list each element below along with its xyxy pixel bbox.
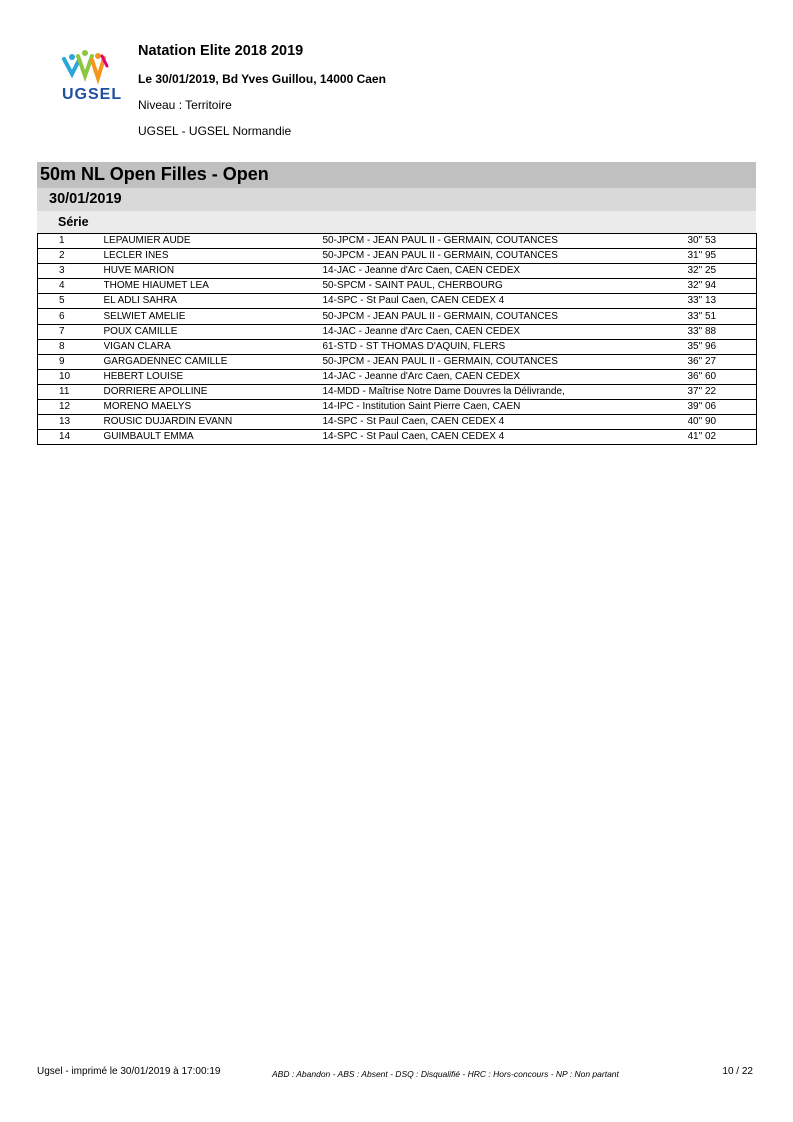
result-row [38, 415, 757, 430]
result-name: HEBERT LOUISE [104, 369, 323, 384]
result-name: THOME HIAUMET LEA [104, 279, 323, 294]
serie-label: Série [58, 215, 89, 229]
result-club: 14-JAC - Jeanne d'Arc Caen, CAEN CEDEX [323, 324, 688, 339]
ugsel-logo [58, 50, 130, 108]
result-rank: 8 [38, 339, 104, 354]
result-time: 30" 53 [688, 234, 757, 249]
ugsel-logo-figures-icon [58, 50, 130, 90]
result-row [38, 249, 757, 264]
meet-date-place: Le 30/01/2019, Bd Yves Guillou, 14000 Caen [138, 72, 386, 86]
result-club: 50-JPCM - JEAN PAUL II - GERMAIN, COUTANCES [323, 309, 688, 324]
result-row [38, 354, 757, 369]
result-rank: 6 [38, 309, 104, 324]
result-club: 14-MDD - Maîtrise Notre Dame Douvres la Délivrande, [323, 384, 688, 399]
event-date: 30/01/2019 [49, 191, 122, 207]
result-time: 32" 25 [688, 264, 757, 279]
result-name: GARGADENNEC CAMILLE [104, 354, 323, 369]
result-name: MORENO MAELYS [104, 400, 323, 415]
result-club: 14-JAC - Jeanne d'Arc Caen, CAEN CEDEX [323, 369, 688, 384]
meet-organization: UGSEL - UGSEL Normandie [138, 124, 292, 138]
result-name: VIGAN CLARA [104, 339, 323, 354]
result-row [38, 294, 757, 309]
result-name: POUX CAMILLE [104, 324, 323, 339]
logo-text: UGSEL [62, 86, 123, 103]
result-rank: 2 [38, 249, 104, 264]
result-rank: 12 [38, 400, 104, 415]
result-row [38, 264, 757, 279]
result-time: 33" 51 [688, 309, 757, 324]
result-rank: 14 [59, 431, 71, 443]
result-club: 61-STD - ST THOMAS D'AQUIN, FLERS [323, 339, 688, 354]
result-name: LEPAUMIER AUDE [104, 234, 323, 249]
result-name: LECLER INES [104, 249, 323, 264]
result-rank: 1 [38, 234, 104, 249]
footer-printed: Ugsel - imprimé le 30/01/2019 à 17:00:19 [37, 1066, 221, 1077]
result-name: SELWIET AMELIE [104, 309, 323, 324]
event-title: 50m NL Open Filles - Open [40, 164, 269, 184]
result-row [38, 384, 757, 399]
result-rank: 5 [38, 294, 104, 309]
result-club: 50-JPCM - JEAN PAUL II - GERMAIN, COUTANCES [323, 249, 688, 264]
result-club: 14-SPC - St Paul Caen, CAEN CEDEX 4 [322, 431, 505, 443]
result-rank: 13 [38, 415, 104, 430]
result-time: 40" 90 [688, 415, 757, 430]
serie-bar [37, 211, 756, 233]
result-time: 32" 94 [688, 279, 757, 294]
result-row [38, 339, 757, 354]
meet-title: Natation Elite 2018 2019 [138, 43, 304, 59]
result-time: 31" 95 [688, 249, 757, 264]
event-date-bar [37, 188, 756, 211]
event-title-bar [37, 162, 756, 188]
result-row [38, 324, 757, 339]
result-time: 39" 06 [688, 400, 757, 415]
result-club: 14-JAC - Jeanne d'Arc Caen, CAEN CEDEX [323, 264, 688, 279]
result-time: 35" 96 [688, 339, 757, 354]
meet-level: Niveau : Territoire [138, 98, 232, 112]
result-time: 37" 22 [688, 384, 757, 399]
result-club: 50-JPCM - JEAN PAUL II - GERMAIN, COUTANCES [323, 234, 688, 249]
result-row [38, 430, 757, 445]
result-row [38, 309, 757, 324]
result-time: 36" 60 [688, 369, 757, 384]
footer-page-number: 10 / 22 [722, 1066, 753, 1077]
result-rank: 7 [38, 324, 104, 339]
result-rank: 4 [38, 279, 104, 294]
result-time: 41" 02 [687, 431, 717, 443]
result-name: GUIMBAULT EMMA [103, 431, 194, 443]
result-club: 14-SPC - St Paul Caen, CAEN CEDEX 4 [323, 294, 688, 309]
result-name: HUVE MARION [104, 264, 323, 279]
result-club: 50-JPCM - JEAN PAUL II - GERMAIN, COUTANCES [323, 354, 688, 369]
results-table [37, 233, 757, 445]
result-row [38, 369, 757, 384]
result-name: DORRIERE APOLLINE [104, 384, 323, 399]
result-time: 33" 13 [688, 294, 757, 309]
result-row [38, 400, 757, 415]
result-club: 14-IPC - Institution Saint Pierre Caen, CAEN [323, 400, 688, 415]
results-body [38, 234, 757, 445]
footer-legend: ABD : Abandon - ABS : Absent - DSQ : Disqualifié - HRC : Hors-concours - NP : Non partant [272, 1069, 619, 1079]
result-rank: 11 [38, 384, 104, 399]
result-rank: 9 [38, 354, 104, 369]
result-time: 36" 27 [688, 354, 757, 369]
result-row [38, 279, 757, 294]
result-time: 33" 88 [688, 324, 757, 339]
result-rank: 3 [38, 264, 104, 279]
result-club: 50-SPCM - SAINT PAUL, CHERBOURG [323, 279, 688, 294]
result-row [38, 234, 757, 249]
result-name: ROUSIC DUJARDIN EVANN [104, 415, 323, 430]
result-name: EL ADLI SAHRA [104, 294, 323, 309]
result-club: 14-SPC - St Paul Caen, CAEN CEDEX 4 [323, 415, 688, 430]
result-rank: 10 [38, 369, 104, 384]
